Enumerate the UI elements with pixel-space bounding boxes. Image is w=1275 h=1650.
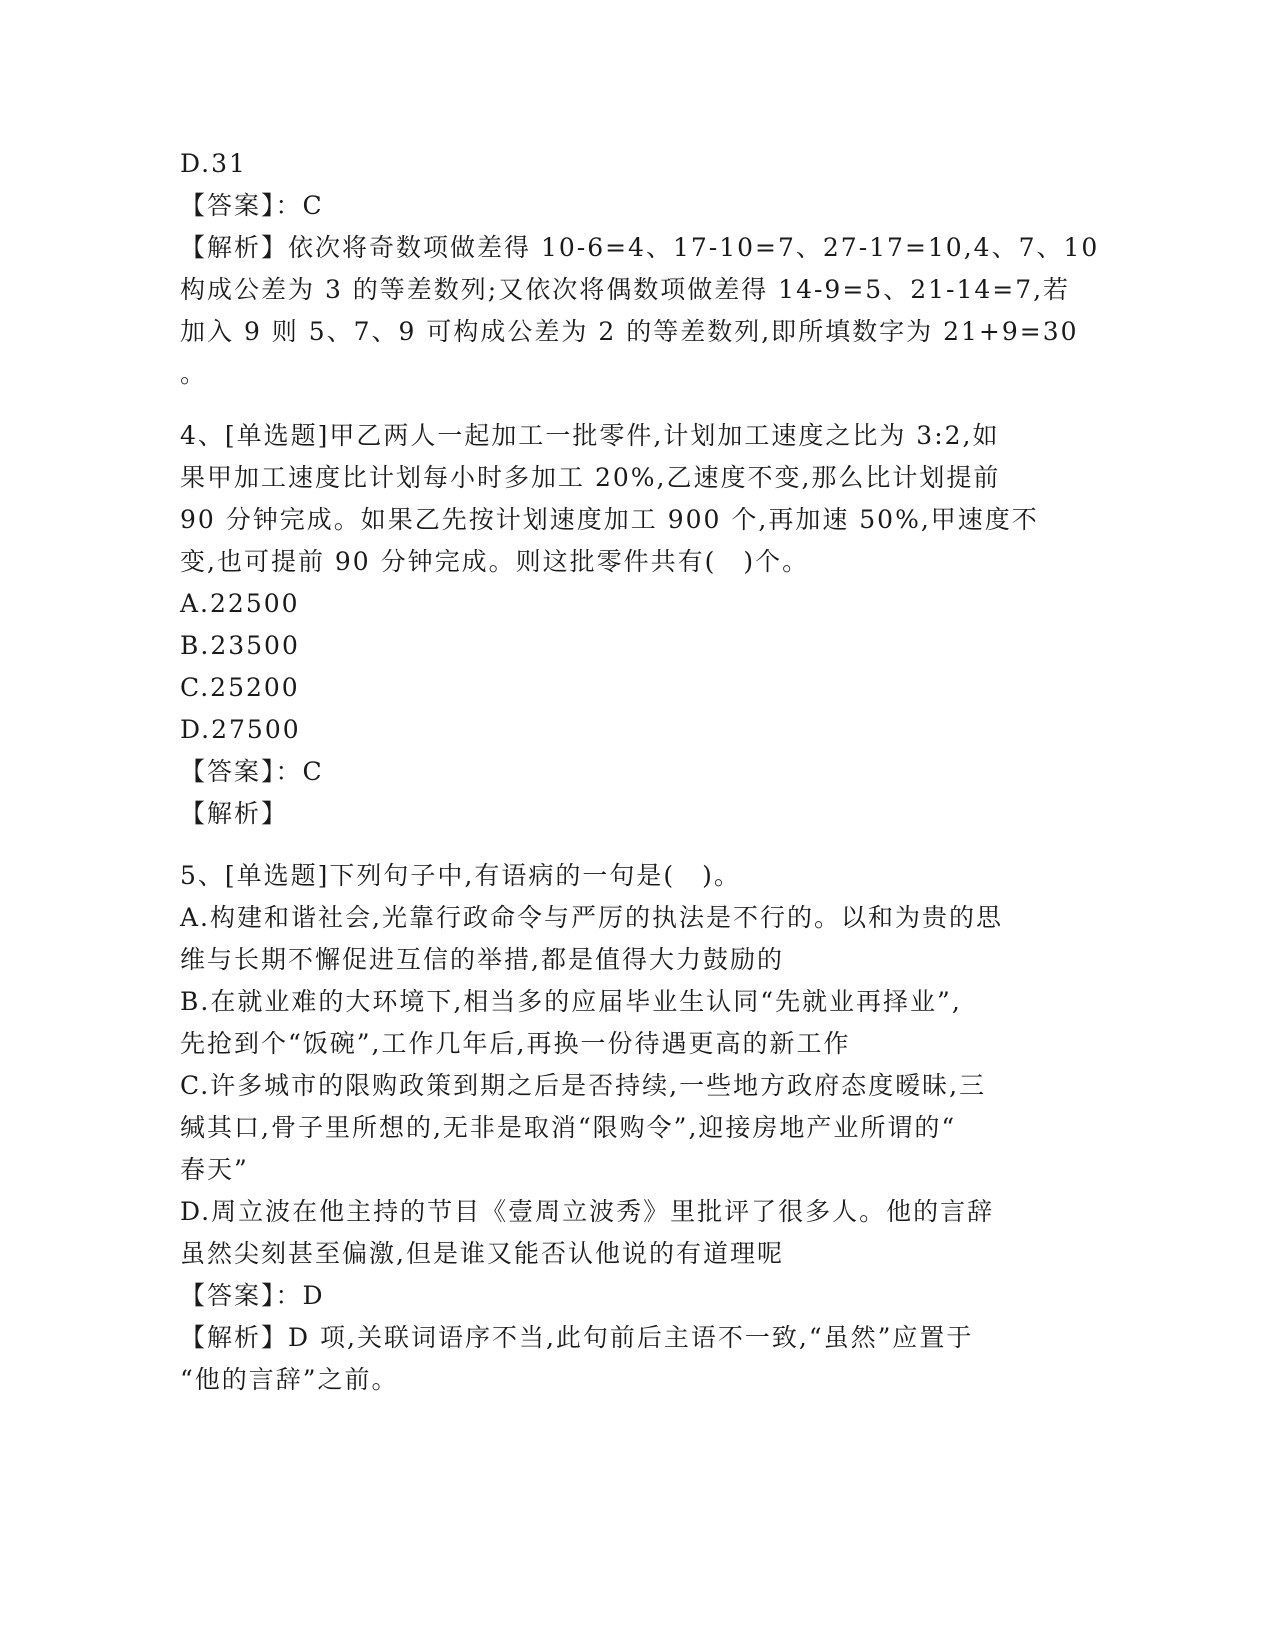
q3-analysis-line: 。 bbox=[180, 359, 208, 388]
q5-option-line: A.构建和谐社会,光靠行政命令与严厉的执法是不行的。以和为贵的思 bbox=[180, 903, 1003, 932]
q4-option-c: C.25200 bbox=[180, 673, 300, 702]
q5-option-line: 虽然尖刻甚至偏激,但是谁又能否认他说的有道理呢 bbox=[180, 1239, 784, 1268]
q3-analysis-line: 构成公差为 3 的等差数列;又依次将偶数项做差得 14-9=5、21-14=7,若 bbox=[180, 275, 1071, 304]
q5-option-line: 维与长期不懈促进互信的举措,都是值得大力鼓励的 bbox=[180, 945, 784, 974]
q5-option-line: D.周立波在他主持的节目《壹周立波秀》里批评了很多人。他的言辞 bbox=[180, 1197, 995, 1226]
q4-stem-line: 果甲加工速度比计划每小时多加工 20%,乙速度不变,那么比计划提前 bbox=[180, 463, 1001, 492]
q3-analysis-line: 【解析】依次将奇数项做差得 10-6=4、17-10=7、27-17=10,4、7、10 bbox=[180, 233, 1100, 262]
q5-analysis-line: “他的言辞”之前。 bbox=[180, 1365, 399, 1394]
document-page bbox=[180, 143, 1100, 1401]
q3-option-d: D.31 bbox=[180, 149, 247, 178]
q4-option-b: B.23500 bbox=[180, 631, 300, 660]
q4-option-d: D.27500 bbox=[180, 715, 301, 744]
q5-option-line: 先抢到个“饭碗”,工作几年后,再换一份待遇更高的新工作 bbox=[180, 1029, 851, 1058]
q3-analysis-line: 加入 9 则 5、7、9 可构成公差为 2 的等差数列,即所填数字为 21+9=30 bbox=[180, 317, 1079, 346]
q5-answer: 【答案】：D bbox=[180, 1281, 325, 1310]
q5-option-line: 缄其口,骨子里所想的,无非是取消“限购令”,迎接房地产业所谓的“ bbox=[180, 1113, 957, 1142]
q5-analysis-line: 【解析】D 项,关联词语序不当,此句前后主语不一致,“虽然”应置于 bbox=[180, 1323, 974, 1352]
q4-stem-line: 变,也可提前 90 分钟完成。则这批零件共有( )个。 bbox=[180, 547, 810, 576]
q4-stem-line: 90 分钟完成。如果乙先按计划速度加工 900 个,再加速 50%,甲速度不 bbox=[180, 505, 1039, 534]
q5-option-line: 春天” bbox=[180, 1155, 249, 1184]
q5-option-line: B.在就业难的大环境下,相当多的应届毕业生认同“先就业再择业”, bbox=[180, 987, 962, 1016]
spacer bbox=[180, 395, 1080, 415]
spacer bbox=[180, 835, 1080, 855]
q3-answer: 【答案】：C bbox=[180, 191, 324, 220]
q4-analysis: 【解析】 bbox=[180, 799, 289, 828]
q5-option-line: C.许多城市的限购政策到期之后是否持续,一些地方政府态度暧昧,三 bbox=[180, 1071, 987, 1100]
q5-stem: 5、[单选题]下列句子中,有语病的一句是( )。 bbox=[180, 861, 741, 890]
q4-option-a: A.22500 bbox=[180, 589, 300, 618]
q4-stem-line: 4、[单选题]甲乙两人一起加工一批零件,计划加工速度之比为 3:2,如 bbox=[180, 421, 1000, 450]
q4-answer: 【答案】：C bbox=[180, 757, 324, 786]
